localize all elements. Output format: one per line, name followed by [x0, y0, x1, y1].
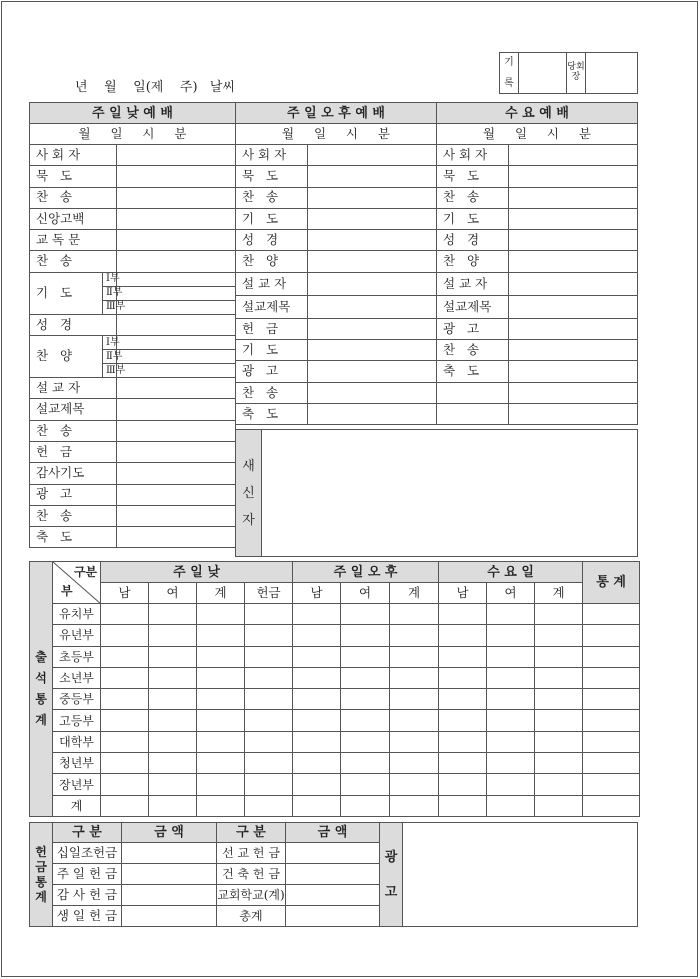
order-item-label: 사 회 자	[437, 145, 509, 166]
attendance-cell[interactable]	[583, 625, 640, 646]
order-item-label: 사 회 자	[236, 145, 308, 166]
row-label: 유년부	[53, 625, 101, 646]
attendance-side-label: 출 석 통 계	[30, 562, 53, 817]
attendance-cell[interactable]	[149, 604, 197, 625]
attendance-cell[interactable]	[390, 625, 439, 646]
order-item-label: 찬 송	[30, 420, 117, 441]
attendance-cell[interactable]	[583, 689, 640, 710]
order-item-field[interactable]	[308, 340, 437, 361]
attendance-cell[interactable]	[197, 795, 245, 816]
order-item-field[interactable]	[117, 350, 236, 364]
offering-amount-field[interactable]	[122, 906, 217, 927]
blank-field[interactable]	[509, 382, 638, 403]
attendance-cell[interactable]	[583, 795, 640, 816]
order-item-field[interactable]	[509, 187, 638, 208]
order-item-label: 성 경	[437, 230, 509, 251]
offering-category-label: 생 일 헌 금	[53, 906, 122, 927]
attendance-cell[interactable]	[101, 710, 149, 731]
table-row	[30, 625, 640, 646]
attendance-cell[interactable]	[341, 689, 390, 710]
col-header: 여	[487, 583, 535, 604]
order-item-field[interactable]	[509, 340, 638, 361]
order-item-label: 찬 양	[437, 251, 509, 272]
blank-label	[437, 403, 509, 424]
order-item-field[interactable]	[308, 403, 437, 424]
attendance-cell[interactable]	[583, 710, 640, 731]
order-item-label: 설교제목	[236, 295, 308, 318]
offering-category-label: 건 축 헌 금	[217, 864, 286, 885]
attendance-cell[interactable]	[535, 604, 583, 625]
attendance-cell[interactable]	[439, 795, 487, 816]
attendance-cell[interactable]	[101, 667, 149, 688]
attendance-stats-table	[29, 561, 640, 817]
attendance-cell[interactable]	[341, 625, 390, 646]
attendance-cell[interactable]	[535, 774, 583, 795]
attendance-cell[interactable]	[293, 646, 341, 667]
attendance-cell[interactable]	[439, 625, 487, 646]
attendance-cell[interactable]	[390, 731, 439, 752]
attendance-cell[interactable]	[390, 710, 439, 731]
order-item-label: 헌 금	[236, 318, 308, 339]
attendance-cell[interactable]	[487, 689, 535, 710]
attendance-cell[interactable]	[293, 604, 341, 625]
order-item-label: 찬 송	[30, 251, 117, 272]
order-item-field[interactable]	[117, 145, 236, 166]
attendance-cell[interactable]	[197, 753, 245, 774]
order-item-field[interactable]	[117, 420, 236, 441]
order-item-field[interactable]	[117, 272, 236, 286]
order-item-field[interactable]	[509, 361, 638, 382]
row-label: 소년부	[53, 667, 101, 688]
attendance-cell[interactable]	[341, 604, 390, 625]
stats-header: 통 계	[583, 562, 640, 604]
attendance-cell[interactable]	[390, 689, 439, 710]
attendance-cell[interactable]	[535, 753, 583, 774]
order-item-field[interactable]	[308, 145, 437, 166]
offering-amount-field[interactable]	[286, 864, 380, 885]
attendance-cell[interactable]	[245, 604, 293, 625]
duty-label: 당회장	[567, 53, 586, 94]
order-item-label: 기 도	[236, 340, 308, 361]
attendance-cell[interactable]	[535, 625, 583, 646]
order-item-field[interactable]	[509, 318, 638, 339]
attendance-cell[interactable]	[583, 731, 640, 752]
attendance-cell[interactable]	[101, 625, 149, 646]
table-row	[30, 710, 640, 731]
attendance-cell[interactable]	[101, 753, 149, 774]
col-amount: 금 액	[122, 823, 217, 843]
order-item-field[interactable]	[509, 295, 638, 318]
order-item-label: 축 도	[437, 361, 509, 382]
order-item-label: 찬 양	[30, 336, 103, 378]
attendance-cell[interactable]	[197, 604, 245, 625]
wednesday-worship-title: 수 요 예 배	[437, 103, 638, 124]
attendance-cell[interactable]	[390, 774, 439, 795]
order-item-label: 묵 도	[236, 166, 308, 187]
blank-field[interactable]	[509, 403, 638, 424]
offering-amount-field[interactable]	[286, 906, 380, 927]
order-item-label: 찬 양	[236, 251, 308, 272]
attendance-cell[interactable]	[101, 774, 149, 795]
attendance-cell[interactable]	[487, 604, 535, 625]
part-label: Ⅰ부	[103, 336, 117, 350]
attendance-cell[interactable]	[101, 689, 149, 710]
attendance-cell[interactable]	[341, 646, 390, 667]
row-label: 장년부	[53, 774, 101, 795]
sunday-morning-time[interactable]: 월 일 시 분	[30, 124, 236, 145]
attendance-cell[interactable]	[535, 689, 583, 710]
attendance-cell[interactable]	[197, 625, 245, 646]
col-category: 구 분	[53, 823, 122, 843]
attendance-cell[interactable]	[197, 710, 245, 731]
attendance-cell[interactable]	[293, 795, 341, 816]
attendance-cell[interactable]	[583, 604, 640, 625]
attendance-cell[interactable]	[439, 710, 487, 731]
attendance-cell[interactable]	[390, 667, 439, 688]
order-item-label: 성 경	[236, 230, 308, 251]
attendance-cell[interactable]	[341, 710, 390, 731]
attendance-cell[interactable]	[101, 646, 149, 667]
order-item-label: 찬 송	[236, 382, 308, 403]
attendance-cell[interactable]	[390, 604, 439, 625]
attendance-cell[interactable]	[293, 731, 341, 752]
order-item-label: 찬 송	[437, 340, 509, 361]
order-item-label: 사 회 자	[30, 145, 117, 166]
order-item-field[interactable]	[117, 441, 236, 462]
row-label: 초등부	[53, 646, 101, 667]
table-row	[30, 646, 640, 667]
order-item-field[interactable]	[509, 166, 638, 187]
attendance-cell[interactable]	[535, 667, 583, 688]
order-item-field[interactable]	[308, 251, 437, 272]
row-label: 계	[53, 795, 101, 816]
attendance-cell[interactable]	[487, 753, 535, 774]
order-item-label: 찬 송	[236, 187, 308, 208]
attendance-cell[interactable]	[149, 625, 197, 646]
attendance-cell[interactable]	[149, 795, 197, 816]
blank-label	[437, 382, 509, 403]
attendance-cell[interactable]	[245, 795, 293, 816]
attendance-cell[interactable]	[583, 646, 640, 667]
attendance-cell[interactable]	[245, 731, 293, 752]
newcomer-label: 새 신 자	[236, 430, 262, 557]
attendance-cell[interactable]	[487, 795, 535, 816]
order-item-field[interactable]	[117, 251, 236, 272]
attendance-cell[interactable]	[439, 753, 487, 774]
offering-amount-field[interactable]	[122, 864, 217, 885]
row-label: 고등부	[53, 710, 101, 731]
part-label: Ⅰ부	[103, 272, 117, 286]
attendance-cell[interactable]	[439, 667, 487, 688]
attendance-cell[interactable]	[245, 753, 293, 774]
order-item-label: 설 교 자	[30, 378, 117, 399]
offering-amount-field[interactable]	[122, 885, 217, 906]
table-row	[30, 731, 640, 752]
row-label: 청년부	[53, 753, 101, 774]
corner-bottom-label: 부	[61, 584, 73, 598]
attendance-cell[interactable]	[390, 753, 439, 774]
order-item-label: 묵 도	[437, 166, 509, 187]
order-item-label: 기 도	[30, 272, 103, 314]
table-row	[30, 774, 640, 795]
newcomer-box	[235, 429, 638, 557]
attendance-cell[interactable]	[293, 774, 341, 795]
order-item-field[interactable]	[117, 505, 236, 526]
group-sunday-afternoon: 주 일 오 후	[293, 562, 439, 583]
order-item-field[interactable]	[117, 364, 236, 378]
attendance-cell[interactable]	[245, 689, 293, 710]
col-header: 계	[390, 583, 439, 604]
row-label: 중등부	[53, 689, 101, 710]
order-item-field[interactable]	[509, 230, 638, 251]
record-box	[499, 52, 638, 94]
ad-label: 광 고	[380, 823, 403, 927]
attendance-cell[interactable]	[341, 667, 390, 688]
ad-field[interactable]	[403, 823, 638, 927]
order-item-field[interactable]	[308, 187, 437, 208]
order-item-label: 기 도	[437, 208, 509, 229]
order-item-label: 축 도	[236, 403, 308, 424]
attendance-cell[interactable]	[487, 667, 535, 688]
wednesday-worship-table	[436, 102, 638, 425]
order-item-field[interactable]	[117, 208, 236, 229]
order-item-label: 광 고	[236, 361, 308, 382]
order-item-label: 설 교 자	[437, 272, 509, 295]
attendance-cell[interactable]	[197, 774, 245, 795]
attendance-cell[interactable]	[583, 667, 640, 688]
attendance-cell[interactable]	[149, 710, 197, 731]
col-header: 계	[535, 583, 583, 604]
group-sunday-morning: 주 일 낮	[101, 562, 293, 583]
wednesday-worship-time[interactable]: 월 일 시 분	[437, 124, 638, 145]
col-category: 구 분	[217, 823, 286, 843]
attendance-cell[interactable]	[390, 646, 439, 667]
attendance-cell[interactable]	[197, 667, 245, 688]
offering-category-label: 총계	[217, 906, 286, 927]
order-item-field[interactable]	[117, 314, 236, 335]
order-item-field[interactable]	[117, 336, 236, 350]
attendance-cell[interactable]	[487, 731, 535, 752]
col-header: 헌금	[245, 583, 293, 604]
table-row	[30, 689, 640, 710]
attendance-cell[interactable]	[535, 795, 583, 816]
attendance-cell[interactable]	[101, 795, 149, 816]
order-item-label: 설교제목	[437, 295, 509, 318]
attendance-cell[interactable]	[149, 753, 197, 774]
attendance-cell[interactable]	[439, 646, 487, 667]
attendance-cell[interactable]	[197, 646, 245, 667]
attendance-cell[interactable]	[149, 667, 197, 688]
sunday-afternoon-worship-time[interactable]: 월 일 시 분	[236, 124, 437, 145]
attendance-cell[interactable]	[487, 710, 535, 731]
group-wednesday: 수 요 일	[439, 562, 583, 583]
col-header: 여	[341, 583, 390, 604]
order-item-field[interactable]	[117, 300, 236, 314]
order-item-field[interactable]	[117, 286, 236, 300]
record-field[interactable]	[519, 53, 567, 94]
order-item-field[interactable]	[117, 230, 236, 251]
order-item-field[interactable]	[117, 399, 236, 420]
attendance-corner	[53, 562, 101, 604]
attendance-cell[interactable]	[341, 731, 390, 752]
order-item-field[interactable]	[308, 166, 437, 187]
attendance-cell[interactable]	[487, 774, 535, 795]
sunday-afternoon-worship-title: 주 일 오 후 예 배	[236, 103, 437, 124]
attendance-cell[interactable]	[149, 774, 197, 795]
date-weather-line: 년 월 일(제 주) 날씨	[75, 80, 236, 95]
order-item-label: 찬 송	[437, 187, 509, 208]
order-item-field[interactable]	[509, 272, 638, 295]
order-item-label: 찬 송	[30, 505, 117, 526]
offering-amount-field[interactable]	[286, 843, 380, 864]
attendance-cell[interactable]	[487, 625, 535, 646]
table-row	[30, 604, 640, 625]
record-label: 기 록	[500, 53, 519, 94]
col-header: 남	[293, 583, 341, 604]
attendance-cell[interactable]	[101, 731, 149, 752]
attendance-cell[interactable]	[583, 753, 640, 774]
attendance-cell[interactable]	[439, 689, 487, 710]
order-item-field[interactable]	[117, 378, 236, 399]
col-header: 남	[101, 583, 149, 604]
offering-stats-table	[29, 822, 638, 927]
attendance-cell[interactable]	[439, 731, 487, 752]
offering-category-label: 주 일 헌 금	[53, 864, 122, 885]
order-item-label: 감사기도	[30, 463, 117, 484]
attendance-cell[interactable]	[293, 625, 341, 646]
order-item-label: 기 도	[236, 208, 308, 229]
duty-signature-field[interactable]	[586, 53, 638, 94]
part-label: Ⅱ부	[103, 286, 117, 300]
attendance-cell[interactable]	[535, 731, 583, 752]
attendance-cell[interactable]	[390, 795, 439, 816]
attendance-cell[interactable]	[293, 689, 341, 710]
attendance-cell[interactable]	[341, 774, 390, 795]
order-item-field[interactable]	[509, 208, 638, 229]
attendance-cell[interactable]	[341, 753, 390, 774]
attendance-cell[interactable]	[149, 646, 197, 667]
order-item-field[interactable]	[509, 145, 638, 166]
order-item-field[interactable]	[117, 527, 236, 548]
order-item-field[interactable]	[117, 463, 236, 484]
order-item-label: 성 경	[30, 314, 117, 335]
order-item-label: 광 고	[437, 318, 509, 339]
order-item-label: 설 교 자	[236, 272, 308, 295]
attendance-cell[interactable]	[197, 689, 245, 710]
attendance-cell[interactable]	[439, 604, 487, 625]
order-item-label: 교 독 문	[30, 230, 117, 251]
order-item-field[interactable]	[509, 251, 638, 272]
col-header: 남	[439, 583, 487, 604]
attendance-cell[interactable]	[245, 774, 293, 795]
attendance-cell[interactable]	[293, 710, 341, 731]
offering-category-label: 십일조헌금	[53, 843, 122, 864]
offering-amount-field[interactable]	[286, 885, 380, 906]
attendance-cell[interactable]	[245, 667, 293, 688]
part-label: Ⅲ부	[103, 364, 117, 378]
corner-top-label: 구분	[73, 565, 97, 579]
order-item-field[interactable]	[308, 382, 437, 403]
row-label: 대학부	[53, 731, 101, 752]
sunday-afternoon-worship-table	[235, 102, 437, 425]
attendance-cell[interactable]	[535, 710, 583, 731]
order-item-label: 축 도	[30, 527, 117, 548]
attendance-cell[interactable]	[293, 753, 341, 774]
attendance-cell[interactable]	[583, 774, 640, 795]
sunday-morning-worship-table	[29, 102, 236, 548]
attendance-cell[interactable]	[245, 625, 293, 646]
attendance-cell[interactable]	[101, 604, 149, 625]
order-item-field[interactable]	[308, 295, 437, 318]
table-row	[30, 795, 640, 816]
sunday-morning-title: 주 일 낮 예 배	[30, 103, 236, 124]
row-label: 유치부	[53, 604, 101, 625]
attendance-cell[interactable]	[149, 731, 197, 752]
attendance-cell[interactable]	[149, 689, 197, 710]
order-item-field[interactable]	[308, 361, 437, 382]
order-item-field[interactable]	[308, 272, 437, 295]
part-label: Ⅱ부	[103, 350, 117, 364]
attendance-cell[interactable]	[197, 731, 245, 752]
offering-category-label: 교회학교(계)	[217, 885, 286, 906]
offering-category-label: 감 사 헌 금	[53, 885, 122, 906]
attendance-cell[interactable]	[439, 774, 487, 795]
attendance-cell[interactable]	[245, 646, 293, 667]
order-item-label: 광 고	[30, 484, 117, 505]
offering-category-label: 선 교 헌 금	[217, 843, 286, 864]
newcomer-field[interactable]	[262, 430, 638, 557]
attendance-cell[interactable]	[341, 795, 390, 816]
order-item-field[interactable]	[308, 208, 437, 229]
offering-side-label: 헌 금 통 계	[30, 823, 53, 927]
table-row	[30, 753, 640, 774]
attendance-cell[interactable]	[245, 710, 293, 731]
col-amount: 금 액	[286, 823, 380, 843]
offering-amount-field[interactable]	[122, 843, 217, 864]
col-header: 여	[149, 583, 197, 604]
order-item-field[interactable]	[308, 230, 437, 251]
order-item-field[interactable]	[308, 318, 437, 339]
col-header: 계	[197, 583, 245, 604]
order-item-field[interactable]	[117, 166, 236, 187]
order-item-field[interactable]	[117, 187, 236, 208]
attendance-cell[interactable]	[535, 646, 583, 667]
order-item-field[interactable]	[117, 484, 236, 505]
order-item-label: 찬 송	[30, 187, 117, 208]
order-item-label: 신앙고백	[30, 208, 117, 229]
attendance-cell[interactable]	[293, 667, 341, 688]
order-item-label: 헌 금	[30, 441, 117, 462]
part-label: Ⅲ부	[103, 300, 117, 314]
order-item-label: 설교제목	[30, 399, 117, 420]
attendance-cell[interactable]	[487, 646, 535, 667]
order-item-label: 묵 도	[30, 166, 117, 187]
table-row	[30, 667, 640, 688]
